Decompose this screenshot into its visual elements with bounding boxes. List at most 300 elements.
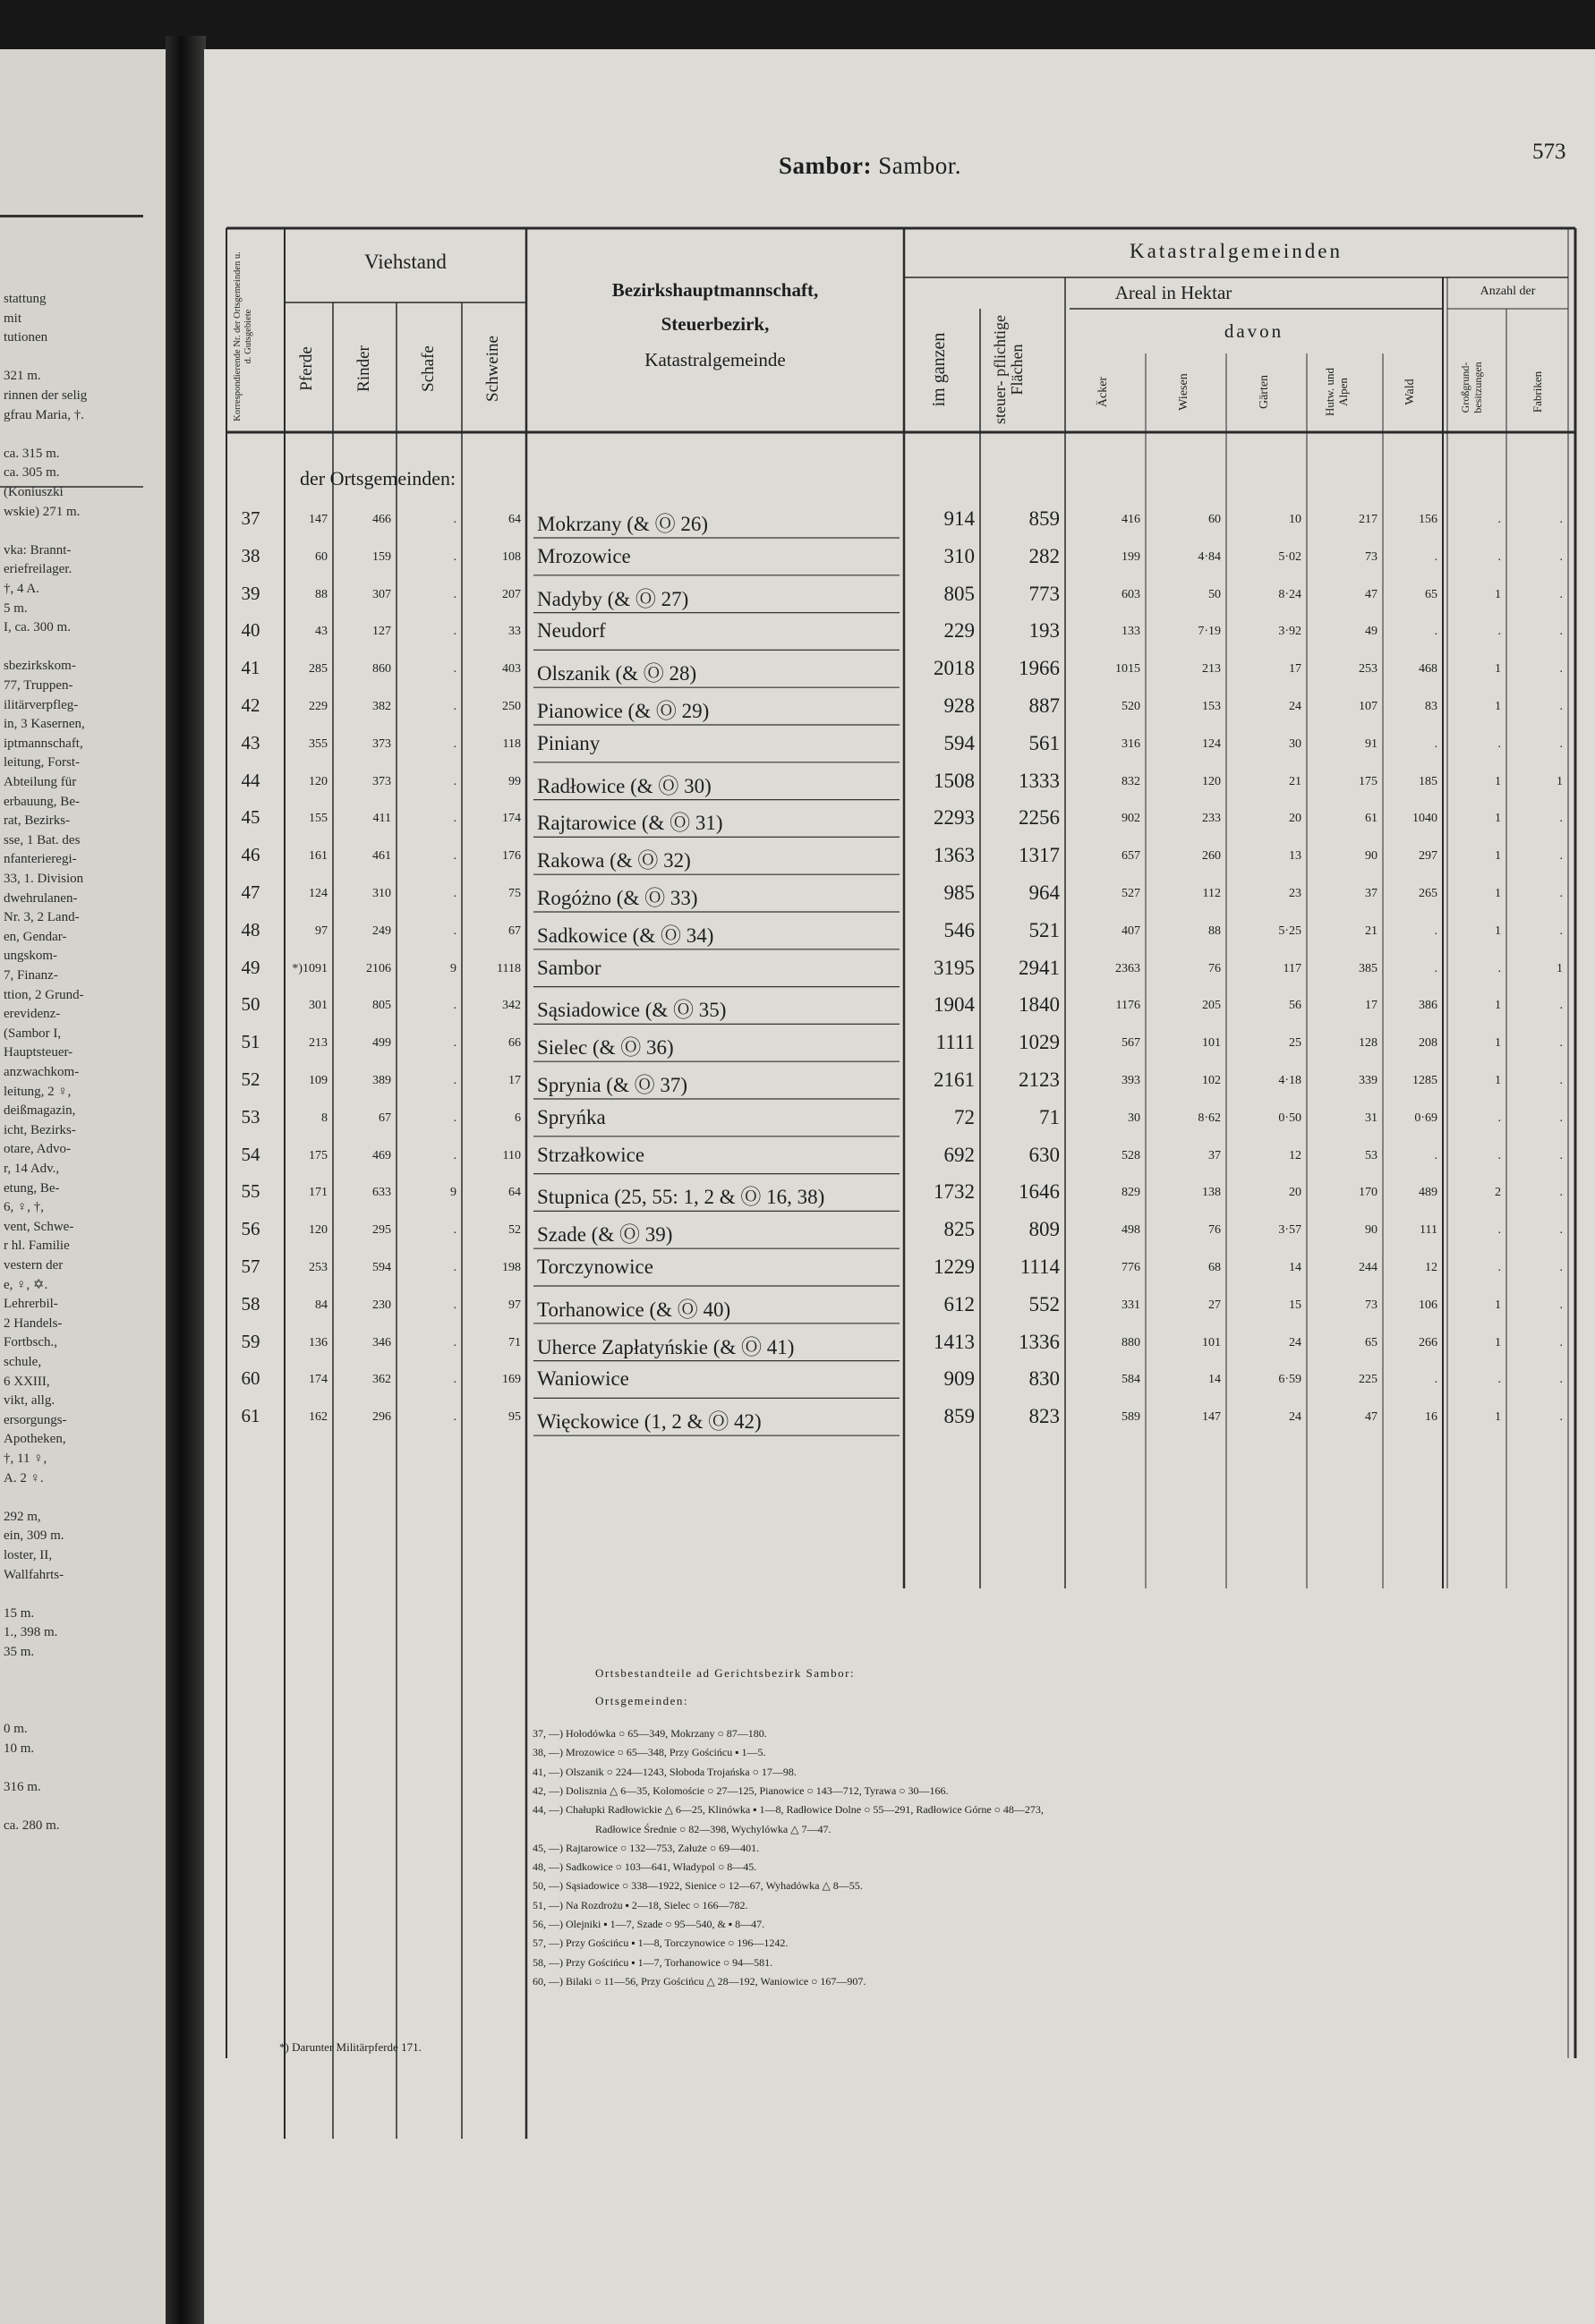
cell-wiesen: 233 xyxy=(1202,812,1221,826)
cell-steuer: 630 xyxy=(1028,1143,1060,1166)
note-line: 50, —) Sąsiadowice ○ 338—1922, Sienice ○ 12—67, Wyhadówka △ 8—55. xyxy=(533,1879,863,1893)
left-page-line: (Koniuszki xyxy=(4,485,64,499)
cell-katastralgemeinde: Nadyby (& Ⓞ 27) xyxy=(537,587,689,610)
cell-ganzen: 985 xyxy=(943,881,975,904)
cell-gross: 1 xyxy=(1495,1410,1501,1425)
cell-fabr: . xyxy=(1559,1373,1563,1387)
cell-hutw: 91 xyxy=(1365,736,1378,751)
cell-katastralgemeinde: Sadkowice (& Ⓞ 34) xyxy=(537,924,714,947)
row-number: 37 xyxy=(241,507,260,529)
cell-gross: . xyxy=(1497,1223,1501,1238)
cell-fabr: . xyxy=(1559,700,1563,713)
cell-hutw: 253 xyxy=(1359,662,1378,677)
cell-schafe: . xyxy=(453,812,456,826)
cell-katastralgemeinde: Sąsiadowice (& Ⓞ 35) xyxy=(537,999,727,1022)
cell-rinder: 249 xyxy=(372,924,391,938)
cell-ganzen: 2293 xyxy=(934,806,975,830)
row-number: 43 xyxy=(241,731,260,753)
cell-rinder: 159 xyxy=(372,549,391,564)
note-line: 41, —) Olszanik ○ 224—1243, Słoboda Trojańska ○ 17—98. xyxy=(533,1765,797,1778)
cell-wiesen: 260 xyxy=(1202,849,1221,864)
cell-steuer: 2256 xyxy=(1019,806,1060,830)
cell-pferde: 213 xyxy=(309,1036,328,1051)
cell-katastralgemeinde: Sambor xyxy=(537,956,601,979)
cell-schafe: . xyxy=(453,587,456,601)
cell-hutw: 225 xyxy=(1359,1373,1378,1387)
cell-pferde: 285 xyxy=(309,662,328,677)
cell-fabr: . xyxy=(1559,736,1563,751)
cell-wald: . xyxy=(1434,549,1437,564)
left-page-line: Fortbsch., xyxy=(4,1335,57,1350)
cell-gross: 1 xyxy=(1495,1298,1501,1312)
cell-gaerten: 13 xyxy=(1289,849,1301,864)
note-line: 60, —) Bilaki ○ 11—56, Przy Gościńcu △ 28—192, Waniowice ○ 167—907. xyxy=(533,1974,866,1988)
cell-ganzen: 805 xyxy=(943,582,975,605)
left-page-line: erbauung, Be- xyxy=(4,794,80,809)
left-page-line: sbezirkskom- xyxy=(4,659,76,674)
cell-hutw: 47 xyxy=(1365,1410,1378,1425)
cell-rinder: 373 xyxy=(372,736,391,751)
cell-gross: 1 xyxy=(1495,1074,1501,1087)
note-line: 57, —) Przy Gościńcu ▪ 1—8, Torczynowice ○ 196—1242. xyxy=(533,1937,789,1950)
cell-schafe: . xyxy=(453,887,456,900)
left-page-line: 77, Truppen- xyxy=(4,678,73,693)
cell-gaerten: 117 xyxy=(1283,961,1301,975)
cell-pferde: 8 xyxy=(321,1111,328,1125)
cell-pferde: 43 xyxy=(315,625,328,639)
cell-ganzen: 229 xyxy=(943,619,975,643)
cell-schweine: 67 xyxy=(508,924,521,938)
cell-gaerten: 3·92 xyxy=(1278,625,1301,639)
left-page-line: vestern der xyxy=(4,1258,64,1273)
header-korrespondierende-nr: Korrespondierende Nr. der Ortsgemeinden u. d. Gutsgebiete xyxy=(233,251,253,421)
cell-steuer: 773 xyxy=(1028,582,1060,605)
cell-gaerten: 3·57 xyxy=(1278,1223,1301,1238)
cell-aecker: 527 xyxy=(1122,887,1140,900)
cell-wald: 208 xyxy=(1419,1036,1437,1051)
cell-schweine: 250 xyxy=(502,700,521,713)
cell-fabr: . xyxy=(1559,1111,1563,1125)
cell-fabr: . xyxy=(1559,1335,1563,1349)
note-line: 48, —) Sadkowice ○ 103—641, Władypol ○ 8—45. xyxy=(533,1860,757,1874)
cell-wiesen: 4·84 xyxy=(1198,549,1221,564)
row-number: 44 xyxy=(241,769,260,791)
left-page-line: e, ♀, ✡. xyxy=(4,1277,48,1292)
header-rinder: Rinder xyxy=(354,345,373,392)
cell-wald: 265 xyxy=(1419,887,1437,900)
cell-hutw: 90 xyxy=(1365,849,1378,864)
cell-schweine: 176 xyxy=(502,849,521,864)
row-number: 45 xyxy=(241,806,260,829)
cell-schafe: . xyxy=(453,1298,456,1312)
cell-schweine: 75 xyxy=(508,887,521,900)
left-page-line: en, Gendar- xyxy=(4,929,67,944)
cell-fabr: . xyxy=(1559,1186,1563,1200)
cell-pferde: 120 xyxy=(309,774,328,788)
cell-ganzen: 1508 xyxy=(934,769,975,792)
cell-gross: . xyxy=(1497,736,1501,751)
cell-wald: 12 xyxy=(1425,1261,1437,1274)
cell-wiesen: 112 xyxy=(1202,887,1221,900)
header-katastralgemeinden: Katastralgemeinden xyxy=(1130,240,1343,262)
cell-schweine: 403 xyxy=(502,662,521,677)
cell-katastralgemeinde: Torczynowice xyxy=(537,1256,653,1278)
cell-aecker: 316 xyxy=(1122,736,1140,751)
cell-wald: 106 xyxy=(1419,1298,1437,1312)
cell-aecker: 832 xyxy=(1122,774,1140,788)
cell-fabr: . xyxy=(1559,549,1563,564)
cell-steuer: 1029 xyxy=(1019,1031,1060,1054)
cell-schweine: 174 xyxy=(502,812,521,826)
cell-rinder: 67 xyxy=(379,1111,391,1125)
cell-gaerten: 20 xyxy=(1289,1186,1301,1200)
page-title-bold: Sambor: xyxy=(779,152,872,179)
cell-ganzen: 859 xyxy=(943,1405,975,1428)
cell-wald: 16 xyxy=(1425,1410,1437,1425)
cell-katastralgemeinde: Rakowa (& Ⓞ 32) xyxy=(537,849,691,873)
row-number: 53 xyxy=(241,1105,260,1128)
cell-rinder: 346 xyxy=(372,1335,391,1349)
left-page-line: leitung, 2 ♀, xyxy=(4,1084,72,1099)
cell-schafe: . xyxy=(453,1148,456,1162)
left-page-line: 10 m. xyxy=(4,1741,35,1756)
cell-katastralgemeinde: Sprynia (& Ⓞ 37) xyxy=(537,1074,688,1096)
cell-fabr: . xyxy=(1559,1036,1563,1051)
cell-schweine: 118 xyxy=(502,736,521,751)
cell-katastralgemeinde: Radłowice (& Ⓞ 30) xyxy=(537,774,712,797)
cell-katastralgemeinde: Strzałkowice xyxy=(537,1143,645,1166)
header-aecker: Äcker xyxy=(1096,376,1110,408)
cell-aecker: 30 xyxy=(1128,1111,1140,1125)
cell-schweine: 99 xyxy=(508,774,521,788)
cell-hutw: 128 xyxy=(1359,1036,1378,1051)
cell-rinder: 307 xyxy=(372,587,391,601)
cell-steuer: 1333 xyxy=(1019,769,1060,792)
cell-steuer: 1646 xyxy=(1019,1180,1060,1204)
cell-gaerten: 24 xyxy=(1289,1335,1301,1349)
cell-rinder: 860 xyxy=(372,662,391,677)
cell-rinder: 127 xyxy=(372,625,391,639)
row-number: 58 xyxy=(241,1292,260,1315)
left-page-line: rat, Bezirks- xyxy=(4,813,71,829)
row-number: 59 xyxy=(241,1330,260,1352)
cell-gross: . xyxy=(1497,513,1501,526)
left-page-line: eriefreilager. xyxy=(4,562,72,577)
cell-hutw: 339 xyxy=(1359,1074,1378,1087)
cell-ganzen: 594 xyxy=(943,731,975,754)
left-page-line: leitung, Forst- xyxy=(4,755,80,770)
cell-wald: 468 xyxy=(1419,662,1437,677)
page-title-plain: Sambor. xyxy=(878,152,962,179)
cell-ganzen: 1413 xyxy=(934,1330,975,1353)
cell-pferde: *)1091 xyxy=(292,961,328,975)
left-page-line: Lehrerbil- xyxy=(4,1297,58,1312)
cell-schweine: 64 xyxy=(508,1186,521,1200)
cell-steuer: 193 xyxy=(1028,619,1060,643)
left-page-line: Nr. 3, 2 Land- xyxy=(4,910,80,925)
cell-gaerten: 23 xyxy=(1289,887,1301,900)
header-anzahl: Anzahl der xyxy=(1480,285,1536,298)
cell-rinder: 389 xyxy=(372,1074,391,1087)
header-bezirk-1: Bezirkshauptmannschaft, xyxy=(611,279,819,301)
cell-fabr: . xyxy=(1559,849,1563,864)
row-number: 47 xyxy=(241,881,260,903)
cell-schweine: 66 xyxy=(508,1036,521,1051)
cell-gross: . xyxy=(1497,549,1501,564)
cell-ganzen: 1111 xyxy=(935,1031,975,1054)
header-wiesen: Wiesen xyxy=(1177,373,1190,411)
cell-wald: 185 xyxy=(1419,774,1437,788)
left-page-line: dwehrulanen- xyxy=(4,890,78,906)
cell-schafe: . xyxy=(453,1410,456,1425)
cell-gaerten: 14 xyxy=(1289,1261,1301,1274)
left-page-line: Wallfahrts- xyxy=(4,1567,64,1582)
notes-title: Ortsbestandteile ad Gerichtsbezirk Sambor: xyxy=(595,1666,856,1680)
cell-ganzen: 914 xyxy=(943,507,975,530)
footnote: *) Darunter Militärpferde 171. xyxy=(279,2040,422,2054)
cell-gaerten: 6·59 xyxy=(1278,1373,1301,1387)
row-number: 60 xyxy=(241,1367,260,1390)
cell-wald: . xyxy=(1434,1148,1437,1162)
header-areal: Areal in Hektar xyxy=(1114,282,1232,303)
cell-hutw: 53 xyxy=(1365,1148,1378,1162)
cell-fabr: . xyxy=(1559,924,1563,938)
cell-gaerten: 0·50 xyxy=(1278,1111,1301,1125)
left-page-line: vikt, allg. xyxy=(4,1393,55,1409)
left-page-line: 0 m. xyxy=(4,1722,28,1737)
cell-gross: 1 xyxy=(1495,1036,1501,1051)
left-page-line: 33, 1. Division xyxy=(4,872,84,886)
cell-rinder: 2106 xyxy=(366,961,391,975)
cell-rinder: 469 xyxy=(372,1148,391,1162)
cell-hutw: 49 xyxy=(1365,625,1378,639)
note-line: 42, —) Dolisznia △ 6—35, Kolomoście ○ 27—125, Pianowice ○ 143—712, Tyrawa ○ 30—166. xyxy=(533,1783,949,1797)
cell-ganzen: 1732 xyxy=(934,1180,975,1204)
left-page-line: Hauptsteuer- xyxy=(4,1045,73,1060)
notes-subtitle: Ortsgemeinden: xyxy=(595,1694,689,1707)
cell-pferde: 97 xyxy=(315,924,328,938)
cell-steuer: 887 xyxy=(1028,694,1060,717)
left-page-line: ersorgungs- xyxy=(4,1412,67,1427)
note-line: Radłowice Średnie ○ 82—398, Wychylówka △ 7—47. xyxy=(595,1822,832,1835)
left-page-line: 292 m, xyxy=(4,1509,41,1524)
cell-steuer: 809 xyxy=(1028,1218,1060,1241)
cell-hutw: 385 xyxy=(1359,961,1378,975)
cell-aecker: 407 xyxy=(1122,924,1140,938)
cell-schafe: . xyxy=(453,849,456,864)
cell-schweine: 342 xyxy=(502,999,521,1013)
cell-wiesen: 76 xyxy=(1208,961,1221,975)
cell-aecker: 416 xyxy=(1122,513,1140,526)
cell-hutw: 21 xyxy=(1365,924,1378,938)
left-page-line: A. 2 ♀. xyxy=(4,1470,44,1485)
row-number: 54 xyxy=(241,1143,260,1165)
row-number: 46 xyxy=(241,844,260,866)
cell-wiesen: 60 xyxy=(1208,513,1221,526)
left-page-line: etung, Be- xyxy=(4,1180,60,1196)
cell-wald: . xyxy=(1434,961,1437,975)
left-page-line: (Sambor I, xyxy=(4,1026,62,1041)
cell-katastralgemeinde: Pianowice (& Ⓞ 29) xyxy=(537,700,710,722)
cell-aecker: 133 xyxy=(1122,625,1140,639)
cell-wiesen: 101 xyxy=(1202,1335,1221,1349)
cell-fabr: . xyxy=(1559,999,1563,1013)
left-page-line: 2 Handels- xyxy=(4,1315,63,1331)
cell-fabr: . xyxy=(1559,1410,1563,1425)
cell-katastralgemeinde: Stupnica (25, 55: 1, 2 & Ⓞ 16, 38) xyxy=(537,1186,825,1209)
cell-katastralgemeinde: Szade (& Ⓞ 39) xyxy=(537,1223,673,1247)
cell-fabr: . xyxy=(1559,1074,1563,1087)
cell-pferde: 88 xyxy=(315,587,328,601)
cell-gaerten: 5·25 xyxy=(1278,924,1301,938)
left-page-line: r hl. Familie xyxy=(4,1239,70,1254)
cell-schweine: 33 xyxy=(508,625,521,639)
cell-rinder: 373 xyxy=(372,774,391,788)
left-page-line: 6 XXIII, xyxy=(4,1374,50,1389)
cell-pferde: 155 xyxy=(309,812,328,826)
left-page-line: iptmannschaft, xyxy=(4,736,83,751)
section-label: der Ortsgemeinden: xyxy=(300,467,456,489)
cell-schafe: . xyxy=(453,774,456,788)
cell-rinder: 411 xyxy=(372,812,391,826)
cell-ganzen: 692 xyxy=(943,1143,975,1166)
cell-steuer: 830 xyxy=(1028,1367,1060,1391)
left-page-line: schule, xyxy=(4,1355,42,1369)
left-page-line: wskie) 271 m. xyxy=(4,504,81,519)
left-page-line: vka: Brannt- xyxy=(4,542,72,558)
left-page-line: 35 m. xyxy=(4,1645,35,1659)
cell-aecker: 2363 xyxy=(1115,961,1140,975)
cell-schafe: . xyxy=(453,1373,456,1387)
cell-hutw: 17 xyxy=(1365,999,1378,1013)
cell-rinder: 382 xyxy=(372,700,391,713)
left-page-line: ilitärverpfleg- xyxy=(4,697,79,712)
cell-hutw: 47 xyxy=(1365,587,1378,601)
cell-gross: 1 xyxy=(1495,587,1501,601)
cell-pferde: 301 xyxy=(309,999,328,1013)
cell-fabr: 1 xyxy=(1557,774,1563,788)
note-line: 56, —) Olejniki ▪ 1—7, Szade ○ 95—540, & ▪ 8—47. xyxy=(533,1918,765,1930)
cell-rinder: 633 xyxy=(372,1186,391,1200)
cell-aecker: 880 xyxy=(1122,1335,1140,1349)
cell-katastralgemeinde: Rogóżno (& Ⓞ 33) xyxy=(537,887,698,909)
cell-schafe: . xyxy=(453,1036,456,1051)
cell-steuer: 552 xyxy=(1028,1292,1060,1315)
cell-schafe: . xyxy=(453,662,456,677)
cell-ganzen: 2018 xyxy=(934,657,975,680)
cell-hutw: 37 xyxy=(1365,887,1378,900)
cell-schafe: . xyxy=(453,1111,456,1125)
cell-rinder: 499 xyxy=(372,1036,391,1051)
row-number: 39 xyxy=(241,582,260,604)
cell-wald: 1285 xyxy=(1412,1074,1437,1087)
cell-aecker: 603 xyxy=(1122,587,1140,601)
cell-steuer: 521 xyxy=(1028,918,1060,941)
cell-steuer: 561 xyxy=(1028,731,1060,754)
cell-hutw: 244 xyxy=(1359,1261,1378,1274)
cell-rinder: 295 xyxy=(372,1223,391,1238)
left-page-line: stattung xyxy=(4,292,47,306)
cell-pferde: 124 xyxy=(309,887,328,900)
cell-fabr: . xyxy=(1559,1261,1563,1274)
header-grossgrundbesitz: Großgrund- besitzungen xyxy=(1459,362,1484,413)
cell-rinder: 594 xyxy=(372,1261,391,1274)
cell-schafe: . xyxy=(453,1074,456,1087)
cell-fabr: . xyxy=(1559,812,1563,826)
cell-katastralgemeinde: Waniowice xyxy=(537,1367,629,1391)
note-line: 51, —) Na Rozdrożu ▪ 2—18, Sielec ○ 166—782. xyxy=(533,1898,748,1911)
cell-steuer: 859 xyxy=(1028,507,1060,530)
cell-gaerten: 24 xyxy=(1289,1410,1301,1425)
cell-gross: 1 xyxy=(1495,662,1501,677)
cell-katastralgemeinde: Uherce Zapłatyńskie (& Ⓞ 41) xyxy=(537,1335,795,1358)
row-number: 42 xyxy=(241,694,260,716)
cell-wiesen: 27 xyxy=(1208,1298,1221,1312)
cell-schweine: 6 xyxy=(515,1111,521,1125)
cell-pferde: 136 xyxy=(309,1335,328,1349)
cell-schweine: 169 xyxy=(502,1373,521,1387)
header-fabriken: Fabriken xyxy=(1531,370,1544,413)
cell-steuer: 1840 xyxy=(1019,993,1060,1017)
left-page-line: 321 m. xyxy=(4,369,41,384)
cell-aecker: 776 xyxy=(1122,1261,1140,1274)
cell-aecker: 199 xyxy=(1122,549,1140,564)
cell-pferde: 253 xyxy=(309,1261,328,1274)
cell-steuer: 1966 xyxy=(1019,657,1060,680)
cell-fabr: . xyxy=(1559,1223,1563,1238)
cell-wiesen: 50 xyxy=(1208,587,1221,601)
cell-gross: . xyxy=(1497,1261,1501,1274)
header-bezirk-3: Katastralgemeinde xyxy=(644,349,786,370)
row-number: 56 xyxy=(241,1218,260,1240)
cell-fabr: . xyxy=(1559,625,1563,639)
cell-rinder: 296 xyxy=(372,1410,391,1425)
cell-schafe: . xyxy=(453,625,456,639)
left-page-line: in, 3 Kasernen, xyxy=(4,717,85,732)
cell-steuer: 71 xyxy=(1039,1105,1060,1128)
cell-schafe: 9 xyxy=(450,961,456,975)
cell-gaerten: 17 xyxy=(1289,662,1301,677)
cell-wiesen: 88 xyxy=(1208,924,1221,938)
left-page-line: ca. 280 m. xyxy=(4,1818,60,1834)
cell-katastralgemeinde: Torhanowice (& Ⓞ 40) xyxy=(537,1298,731,1321)
left-page-line: 1., 398 m. xyxy=(4,1625,58,1640)
cell-fabr: . xyxy=(1559,1148,1563,1162)
cell-wiesen: 68 xyxy=(1208,1261,1221,1274)
cell-steuer: 1114 xyxy=(1019,1256,1060,1278)
cell-fabr: . xyxy=(1559,1298,1563,1312)
cell-aecker: 1176 xyxy=(1115,999,1140,1013)
cell-wald: 266 xyxy=(1419,1335,1437,1349)
cell-pferde: 120 xyxy=(309,1223,328,1238)
cell-hutw: 31 xyxy=(1365,1111,1378,1125)
cell-pferde: 162 xyxy=(309,1410,328,1425)
row-number: 55 xyxy=(241,1180,260,1203)
left-page-line: rinnen der selig xyxy=(4,388,88,403)
cell-wiesen: 14 xyxy=(1208,1373,1221,1387)
cell-gross: . xyxy=(1497,1111,1501,1125)
left-page-line: †, 4 A. xyxy=(4,582,40,596)
cell-gaerten: 56 xyxy=(1289,999,1301,1013)
cell-schafe: . xyxy=(453,1261,456,1274)
cell-rinder: 230 xyxy=(372,1298,391,1312)
cell-aecker: 528 xyxy=(1122,1148,1140,1162)
cell-wald: . xyxy=(1434,924,1437,938)
cell-aecker: 902 xyxy=(1122,812,1140,826)
header-schweine: Schweine xyxy=(483,336,502,402)
cell-aecker: 520 xyxy=(1122,700,1140,713)
cell-gaerten: 30 xyxy=(1289,736,1301,751)
